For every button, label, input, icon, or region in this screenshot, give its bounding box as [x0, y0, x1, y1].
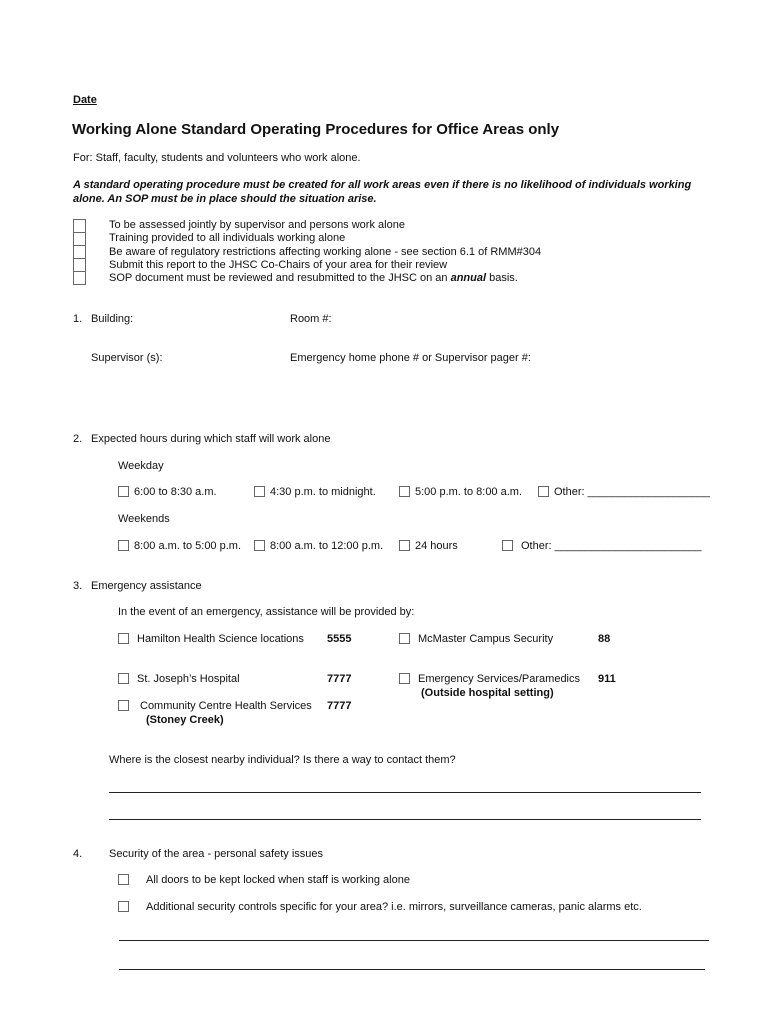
stjoseph-label: St. Joseph’s Hospital [137, 673, 240, 685]
community-sub: (Stoney Creek) [146, 714, 224, 726]
weekday-option: 6:00 to 8:30 a.m. [134, 486, 217, 498]
answer-line[interactable] [109, 819, 701, 820]
community-number: 7777 [327, 700, 352, 712]
answer-line[interactable] [119, 940, 709, 941]
nearby-question: Where is the closest nearby individual? Is there a way to contact them? [109, 754, 456, 766]
section-2-number: 2. [73, 433, 83, 445]
section-3-number: 3. [73, 580, 83, 592]
checklist-item-annual [109, 272, 518, 284]
weekday-option-checkbox[interactable] [254, 486, 265, 497]
weekend-option-checkbox[interactable] [254, 540, 265, 551]
weekend-option: 24 hours [415, 540, 458, 552]
date-label: Date [73, 94, 97, 106]
stjoseph-checkbox[interactable] [118, 673, 129, 684]
mcmaster-label: McMaster Campus Security [418, 633, 554, 645]
checklist-item: Submit this report to the JHSC Co-Chairs of your area for their review [109, 259, 448, 271]
answer-line[interactable] [109, 792, 701, 793]
weekday-other-field[interactable]: Other: ____________________ [554, 486, 710, 498]
checklist-text: basis. [486, 272, 518, 284]
weekend-option-checkbox[interactable] [118, 540, 129, 551]
for-line: For: Staff, faculty, students and volunteers who work alone. [73, 152, 361, 164]
weekday-option: 4:30 p.m. to midnight. [270, 486, 376, 498]
hamilton-checkbox[interactable] [118, 633, 129, 644]
assistance-intro: In the event of an emergency, assistance will be provided by: [118, 606, 415, 618]
checklist-text: SOP document must be reviewed and resubmitted to the JHSC on an [109, 272, 451, 284]
weekend-option: 8:00 a.m. to 5:00 p.m. [134, 540, 242, 552]
checklist-checkbox[interactable] [73, 219, 86, 233]
section-2-heading: Expected hours during which staff will work alone [91, 433, 331, 445]
weekends-label: Weekends [118, 513, 170, 525]
ems-sub: (Outside hospital setting) [421, 687, 554, 699]
ems-label: Emergency Services/Paramedics [418, 673, 581, 685]
ems-number: 911 [598, 673, 616, 685]
community-checkbox[interactable] [118, 700, 129, 711]
weekday-option-checkbox[interactable] [118, 486, 129, 497]
page-title: Working Alone Standard Operating Procedures for Office Areas only [72, 121, 560, 138]
section-3-heading: Emergency assistance [91, 580, 202, 592]
stjoseph-number: 7777 [327, 673, 352, 685]
section-1-number: 1. [73, 313, 83, 325]
section-4-heading: Security of the area - personal safety issues [109, 848, 323, 860]
checklist-item: Be aware of regulatory restrictions affecting working alone - see section 6.1 of RMM#304 [109, 246, 542, 258]
security-option: Additional security controls specific for your area? i.e. mirrors, surveillance cameras, panic alarms etc. [146, 901, 642, 913]
warning-line-1: A standard operating procedure must be created for all work areas even if there is no likelihood of individuals working [73, 179, 692, 191]
hamilton-label: Hamilton Health Science locations [137, 633, 304, 645]
security-checkbox[interactable] [118, 874, 129, 885]
weekday-label: Weekday [118, 460, 164, 472]
annual-emphasis: annual [450, 272, 487, 284]
checklist-checkbox[interactable] [73, 271, 86, 285]
supervisor-label: Supervisor (s): [91, 352, 163, 364]
weekday-other-checkbox[interactable] [538, 486, 549, 497]
room-label: Room #: [290, 313, 332, 325]
weekend-option-checkbox[interactable] [399, 540, 410, 551]
mcmaster-number: 88 [598, 633, 611, 645]
community-label: Community Centre Health Services [140, 700, 312, 712]
checklist-checkbox[interactable] [73, 245, 86, 259]
weekend-other-checkbox[interactable] [502, 540, 513, 551]
ems-checkbox[interactable] [399, 673, 410, 684]
emergency-phone-label: Emergency home phone # or Supervisor pager #: [290, 352, 531, 364]
section-4-number: 4. [73, 848, 83, 860]
mcmaster-checkbox[interactable] [399, 633, 410, 644]
weekday-option: 5:00 p.m. to 8:00 a.m. [415, 486, 523, 498]
warning-line-2: alone. An SOP must be in place should the situation arise. [73, 193, 377, 205]
weekend-other-field[interactable]: Other: ________________________ [521, 540, 702, 552]
answer-line[interactable] [119, 969, 705, 970]
weekday-option-checkbox[interactable] [399, 486, 410, 497]
checklist-checkbox[interactable] [73, 232, 86, 246]
hamilton-number: 5555 [327, 633, 352, 645]
weekend-option: 8:00 a.m. to 12:00 p.m. [270, 540, 384, 552]
security-checkbox[interactable] [118, 901, 129, 912]
checklist-item: Training provided to all individuals working alone [109, 232, 346, 244]
security-option: All doors to be kept locked when staff is working alone [146, 874, 410, 886]
checklist-item: To be assessed jointly by supervisor and persons work alone [109, 219, 405, 231]
building-label: Building: [91, 313, 134, 325]
checklist-checkbox[interactable] [73, 258, 86, 272]
